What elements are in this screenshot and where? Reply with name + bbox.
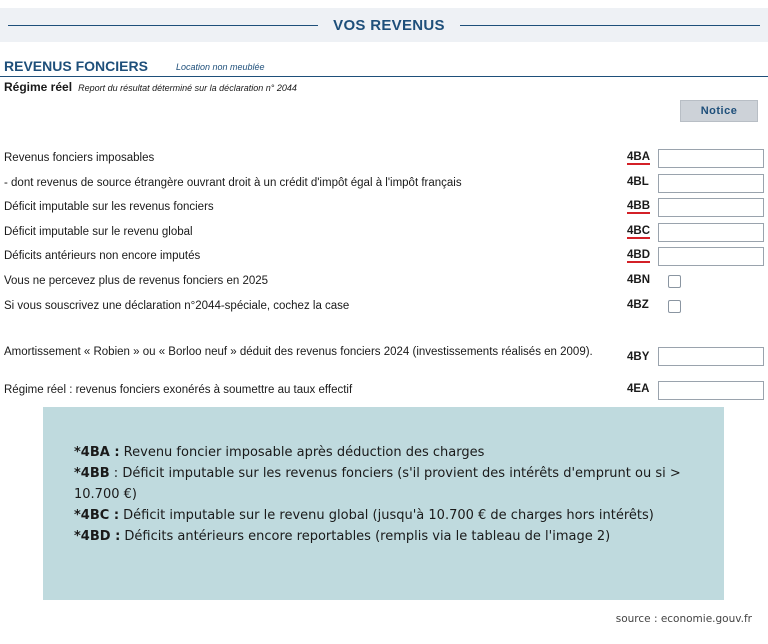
- note-key: *4BA :: [74, 445, 120, 460]
- notice-button[interactable]: Notice: [680, 100, 758, 122]
- regime-subtitle: Report du résultat déterminé sur la déclaration n° 2044: [78, 83, 297, 93]
- form-row-4bc: [0, 222, 768, 244]
- form-row-4ea: [0, 380, 768, 402]
- box-code: 4BZ: [627, 299, 649, 311]
- amount-input-4bd[interactable]: [658, 247, 764, 266]
- box-code: 4BN: [627, 274, 651, 286]
- box-code-link[interactable]: 4BD: [627, 249, 651, 261]
- regime-header: [4, 80, 297, 94]
- section-subtitle: Location non meublée: [176, 62, 265, 72]
- note-text: Déficit imputable sur le revenu global (jusqu'à 10.700 € de charges hors intérêts): [119, 508, 654, 523]
- row-label: - dont revenus de source étrangère ouvrant droit à un crédit d'impôt égal à l'impôt français: [4, 177, 462, 189]
- note-item-4bd: [74, 526, 694, 547]
- note-item-4bc: [74, 505, 694, 526]
- section-title: REVENUS FONCIERS: [4, 58, 148, 74]
- amount-input-4ea[interactable]: [658, 381, 764, 400]
- row-label: Déficit imputable sur les revenus fonciers: [4, 201, 214, 213]
- note-key: *4BD :: [74, 529, 121, 544]
- banner-rule-right: [460, 25, 760, 26]
- row-label: Revenus fonciers imposables: [4, 152, 155, 164]
- note-text: Revenu foncier imposable après déduction des charges: [119, 445, 485, 460]
- form-row-4bd: [0, 246, 768, 268]
- box-code: 4BL: [627, 176, 649, 188]
- row-label: Vous ne percevez plus de revenus fonciers en 2025: [4, 275, 269, 287]
- note-key: *4BB: [74, 466, 110, 481]
- banner-title: VOS REVENUS: [333, 17, 445, 34]
- box-code: 4BY: [627, 351, 650, 363]
- row-label: Déficit imputable sur le revenu global: [4, 226, 193, 238]
- explanation-box: [43, 407, 724, 600]
- regime-title: Régime réel: [4, 80, 73, 94]
- note-key: *4BC :: [74, 508, 120, 523]
- box-code: 4EA: [627, 383, 650, 395]
- checkbox-4bn[interactable]: [668, 275, 681, 288]
- form-row-4bz: [0, 296, 768, 318]
- section-banner: [0, 8, 768, 42]
- form-row-4bl: [0, 173, 768, 195]
- amount-input-4by[interactable]: [658, 347, 764, 366]
- box-code-link[interactable]: 4BA: [627, 151, 651, 163]
- note-item-4bb: [74, 463, 694, 505]
- amount-input-4bb[interactable]: [658, 198, 764, 217]
- banner-rule-left: [8, 25, 318, 26]
- row-label: Amortissement « Robien » ou « Borloo neuf » déduit des revenus fonciers 2024 (investissements réalisés en 2009).: [4, 346, 593, 358]
- row-label: Si vous souscrivez une déclaration n°2044-spéciale, cochez la case: [4, 300, 350, 312]
- row-label: Déficits antérieurs non encore imputés: [4, 250, 201, 262]
- row-label: Régime réel : revenus fonciers exonérés à soumettre au taux effectif: [4, 384, 353, 396]
- source-credit: source : economie.gouv.fr: [615, 613, 752, 625]
- box-code-link[interactable]: 4BC: [627, 225, 651, 237]
- box-code-link[interactable]: 4BB: [627, 200, 651, 212]
- form-row-4by: [0, 343, 768, 373]
- amount-input-4ba[interactable]: [658, 149, 764, 168]
- section-header: [0, 56, 768, 77]
- note-text: Déficits antérieurs encore reportables (remplis via le tableau de l'image 2): [120, 529, 611, 544]
- amount-input-4bc[interactable]: [658, 223, 764, 242]
- form-row-4bb: [0, 197, 768, 219]
- checkbox-4bz[interactable]: [668, 300, 681, 313]
- note-text: : Déficit imputable sur les revenus fonciers (s'il provient des intérêts d'emprunt ou si > 10.700 €): [74, 466, 681, 502]
- form-row-4ba: [0, 148, 768, 170]
- note-item-4ba: [74, 442, 694, 463]
- amount-input-4bl[interactable]: [658, 174, 764, 193]
- form-row-4bn: [0, 271, 768, 293]
